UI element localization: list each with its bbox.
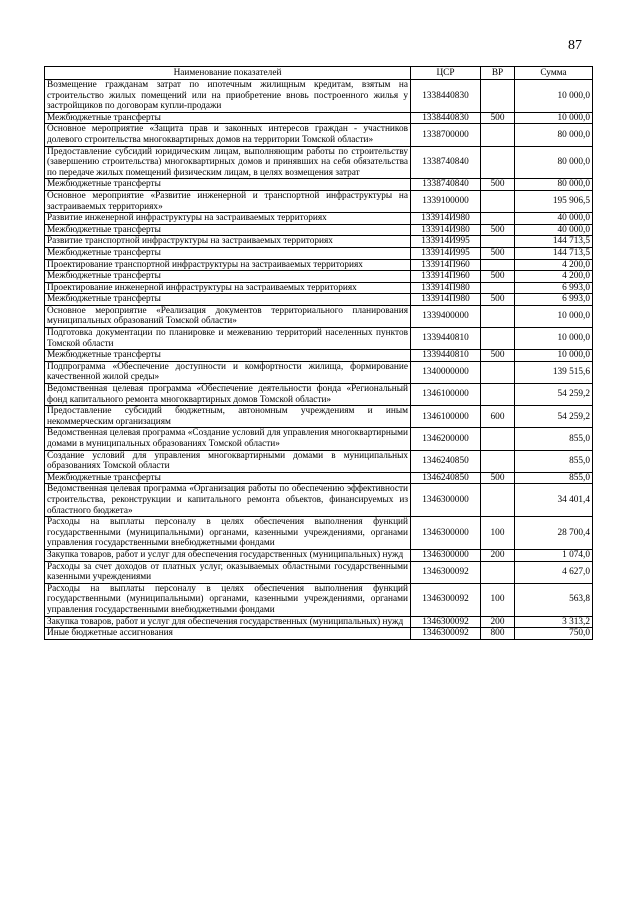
row-code: 1346100000 bbox=[411, 406, 481, 428]
row-name: Основное мероприятие «Защита прав и законных интересов граждан - участников долевого строительства многоквартирных домов на территории Томской области» bbox=[45, 124, 411, 146]
row-vr bbox=[481, 124, 515, 146]
row-name: Межбюджетные трансферты bbox=[45, 112, 411, 124]
row-vr bbox=[481, 328, 515, 350]
table-row bbox=[45, 484, 593, 517]
table-row bbox=[45, 561, 593, 583]
row-name: Расходы на выплаты персоналу в целях обеспечения выполнения функций государственными (муниципальными) органами, казенными учреждениями, органами управления государственными внебюджетными фондами bbox=[45, 517, 411, 550]
row-sum: 10 000,0 bbox=[515, 80, 593, 113]
row-code: 1346240850 bbox=[411, 472, 481, 484]
row-sum: 855,0 bbox=[515, 428, 593, 450]
row-vr: 500 bbox=[481, 350, 515, 362]
row-name: Создание условий для управления многоквартирными домами в муниципальных образованиях Томской области bbox=[45, 450, 411, 472]
table-row bbox=[45, 282, 593, 294]
row-name: Расходы на выплаты персоналу в целях обеспечения выполнения функций государственными (муниципальными) органами, казенными учреждениями, органами управления государственными внебюджетными фондами bbox=[45, 583, 411, 616]
row-name: Ведомственная целевая программа «Организация работы по обеспечению эффективности строительства, реконструкции и капитального ремонта объектов, финансируемых из областного бюджета» bbox=[45, 484, 411, 517]
row-code: 1346300092 bbox=[411, 583, 481, 616]
row-vr: 100 bbox=[481, 583, 515, 616]
row-sum: 4 627,0 bbox=[515, 561, 593, 583]
row-vr: 500 bbox=[481, 271, 515, 283]
row-sum: 40 000,0 bbox=[515, 224, 593, 236]
row-name: Подготовка документации по планировке и межеванию территорий населенных пунктов Томской области bbox=[45, 328, 411, 350]
row-code: 1346300092 bbox=[411, 628, 481, 640]
table-row bbox=[45, 549, 593, 561]
row-sum: 750,0 bbox=[515, 628, 593, 640]
row-code: 1339440810 bbox=[411, 350, 481, 362]
table-row bbox=[45, 294, 593, 306]
row-sum: 34 401,4 bbox=[515, 484, 593, 517]
row-vr bbox=[481, 484, 515, 517]
table-row bbox=[45, 350, 593, 362]
row-name: Расходы за счет доходов от платных услуг, оказываемых областными государственными казенными учреждениями bbox=[45, 561, 411, 583]
row-name: Предоставление субсидий юридическим лицам, выполняющим работы по строительству (завершению строительства) многоквартирных домов и принявших на себя обязательства по передаче жилых помещений физическим лицам, в целях возмещения затрат bbox=[45, 146, 411, 179]
row-vr bbox=[481, 450, 515, 472]
row-code: 1339100000 bbox=[411, 190, 481, 212]
row-name: Межбюджетные трансферты bbox=[45, 271, 411, 283]
row-code: 133914П980 bbox=[411, 294, 481, 306]
row-vr: 800 bbox=[481, 628, 515, 640]
table-row bbox=[45, 583, 593, 616]
header-sum: Сумма bbox=[515, 67, 593, 80]
row-name: Закупка товаров, работ и услуг для обеспечения государственных (муниципальных) нужд bbox=[45, 616, 411, 628]
table-row bbox=[45, 124, 593, 146]
table-row bbox=[45, 259, 593, 271]
row-code: 1346200000 bbox=[411, 428, 481, 450]
row-name: Возмещение гражданам затрат по ипотечным жилищным кредитам, взятым на строительство жилых помещений или на приобретение вновь построенного жилья у застройщиков по договорам купли-продажи bbox=[45, 80, 411, 113]
row-code: 1346300000 bbox=[411, 517, 481, 550]
row-vr bbox=[481, 213, 515, 225]
row-sum: 80 000,0 bbox=[515, 146, 593, 179]
row-sum: 28 700,4 bbox=[515, 517, 593, 550]
row-code: 1338740840 bbox=[411, 179, 481, 191]
table-row bbox=[45, 247, 593, 259]
row-code: 133914П960 bbox=[411, 271, 481, 283]
row-code: 1340000000 bbox=[411, 361, 481, 383]
row-name: Развитие транспортной инфраструктуры на застраиваемых территориях bbox=[45, 236, 411, 248]
row-name: Межбюджетные трансферты bbox=[45, 247, 411, 259]
row-sum: 4 200,0 bbox=[515, 259, 593, 271]
row-code: 133914И980 bbox=[411, 213, 481, 225]
table-row bbox=[45, 179, 593, 191]
row-code: 1338740840 bbox=[411, 146, 481, 179]
row-code: 1338440830 bbox=[411, 112, 481, 124]
row-name: Предоставление субсидий бюджетным, автономным учреждениям и иным некоммерческим организациям bbox=[45, 406, 411, 428]
table-row bbox=[45, 213, 593, 225]
row-vr bbox=[481, 428, 515, 450]
table-row bbox=[45, 517, 593, 550]
row-code: 1346300092 bbox=[411, 616, 481, 628]
row-vr bbox=[481, 361, 515, 383]
header-code: ЦСР bbox=[411, 67, 481, 80]
row-vr: 500 bbox=[481, 224, 515, 236]
row-sum: 40 000,0 bbox=[515, 213, 593, 225]
table-row bbox=[45, 271, 593, 283]
row-vr bbox=[481, 259, 515, 271]
row-code: 1338700000 bbox=[411, 124, 481, 146]
row-code: 1346100000 bbox=[411, 384, 481, 406]
row-code: 1339400000 bbox=[411, 305, 481, 327]
row-sum: 139 515,6 bbox=[515, 361, 593, 383]
row-vr: 500 bbox=[481, 294, 515, 306]
row-name: Основное мероприятие «Реализация документов территориального планирования муниципальных образований Томской области» bbox=[45, 305, 411, 327]
header-row bbox=[45, 67, 593, 80]
table-row bbox=[45, 406, 593, 428]
row-name: Развитие инженерной инфраструктуры на застраиваемых территориях bbox=[45, 213, 411, 225]
table-header bbox=[45, 67, 593, 80]
table-row bbox=[45, 305, 593, 327]
row-vr: 200 bbox=[481, 549, 515, 561]
row-code: 1346300000 bbox=[411, 484, 481, 517]
table-row bbox=[45, 450, 593, 472]
row-code: 1338440830 bbox=[411, 80, 481, 113]
row-vr bbox=[481, 236, 515, 248]
row-vr: 500 bbox=[481, 112, 515, 124]
row-code: 1346300092 bbox=[411, 561, 481, 583]
row-sum: 855,0 bbox=[515, 450, 593, 472]
table-row bbox=[45, 236, 593, 248]
row-name: Ведомственная целевая программа «Обеспечение деятельности фонда «Региональный фонд капитального ремонта многоквартирных домов Томской области» bbox=[45, 384, 411, 406]
row-name: Проектирование транспортной инфраструктуры на застраиваемых территориях bbox=[45, 259, 411, 271]
row-vr bbox=[481, 146, 515, 179]
row-sum: 10 000,0 bbox=[515, 328, 593, 350]
row-name: Иные бюджетные ассигнования bbox=[45, 628, 411, 640]
row-sum: 1 074,0 bbox=[515, 549, 593, 561]
table-row bbox=[45, 472, 593, 484]
row-vr bbox=[481, 80, 515, 113]
row-name: Проектирование инженерной инфраструктуры на застраиваемых территориях bbox=[45, 282, 411, 294]
row-name: Межбюджетные трансферты bbox=[45, 179, 411, 191]
row-vr bbox=[481, 384, 515, 406]
header-vr: ВР bbox=[481, 67, 515, 80]
row-name: Межбюджетные трансферты bbox=[45, 472, 411, 484]
row-sum: 80 000,0 bbox=[515, 124, 593, 146]
row-code: 1339440810 bbox=[411, 328, 481, 350]
row-sum: 10 000,0 bbox=[515, 305, 593, 327]
row-code: 1346240850 bbox=[411, 450, 481, 472]
row-sum: 195 906,5 bbox=[515, 190, 593, 212]
row-sum: 10 000,0 bbox=[515, 350, 593, 362]
row-name: Межбюджетные трансферты bbox=[45, 294, 411, 306]
table-row bbox=[45, 224, 593, 236]
table-row bbox=[45, 112, 593, 124]
row-sum: 4 200,0 bbox=[515, 271, 593, 283]
row-sum: 144 713,5 bbox=[515, 247, 593, 259]
row-name: Основное мероприятие «Развитие инженерной и транспортной инфраструктуры на застраиваемых территориях» bbox=[45, 190, 411, 212]
row-code: 133914П980 bbox=[411, 282, 481, 294]
table-row bbox=[45, 80, 593, 113]
table-row bbox=[45, 328, 593, 350]
row-name: Ведомственная целевая программа «Создание условий для управления многоквартирными домами в муниципальных образованиях Томской области» bbox=[45, 428, 411, 450]
row-sum: 3 313,2 bbox=[515, 616, 593, 628]
row-vr bbox=[481, 282, 515, 294]
row-vr bbox=[481, 561, 515, 583]
row-vr: 100 bbox=[481, 517, 515, 550]
row-code: 133914И995 bbox=[411, 247, 481, 259]
row-name: Межбюджетные трансферты bbox=[45, 350, 411, 362]
budget-table bbox=[44, 66, 593, 640]
row-sum: 54 259,2 bbox=[515, 384, 593, 406]
row-code: 133914И980 bbox=[411, 224, 481, 236]
row-code: 1346300000 bbox=[411, 549, 481, 561]
row-code: 133914И995 bbox=[411, 236, 481, 248]
row-sum: 6 993,0 bbox=[515, 282, 593, 294]
table-body bbox=[45, 80, 593, 640]
row-sum: 855,0 bbox=[515, 472, 593, 484]
row-sum: 10 000,0 bbox=[515, 112, 593, 124]
page-number: 87 bbox=[568, 38, 582, 53]
table-row bbox=[45, 146, 593, 179]
table-row bbox=[45, 384, 593, 406]
header-name: Наименование показателей bbox=[45, 67, 411, 80]
row-vr: 500 bbox=[481, 472, 515, 484]
table-row bbox=[45, 428, 593, 450]
row-vr bbox=[481, 305, 515, 327]
table-row bbox=[45, 616, 593, 628]
table-row bbox=[45, 628, 593, 640]
row-vr bbox=[481, 190, 515, 212]
table-row bbox=[45, 361, 593, 383]
table-row bbox=[45, 190, 593, 212]
row-vr: 600 bbox=[481, 406, 515, 428]
row-sum: 144 713,5 bbox=[515, 236, 593, 248]
row-name: Закупка товаров, работ и услуг для обеспечения государственных (муниципальных) нужд bbox=[45, 549, 411, 561]
row-vr: 200 bbox=[481, 616, 515, 628]
row-name: Подпрограмма «Обеспечение доступности и комфортности жилища, формирование качественной жилой среды» bbox=[45, 361, 411, 383]
row-sum: 80 000,0 bbox=[515, 179, 593, 191]
row-code: 133914П960 bbox=[411, 259, 481, 271]
row-sum: 563,8 bbox=[515, 583, 593, 616]
row-vr: 500 bbox=[481, 247, 515, 259]
row-name: Межбюджетные трансферты bbox=[45, 224, 411, 236]
row-sum: 54 259,2 bbox=[515, 406, 593, 428]
row-vr: 500 bbox=[481, 179, 515, 191]
row-sum: 6 993,0 bbox=[515, 294, 593, 306]
